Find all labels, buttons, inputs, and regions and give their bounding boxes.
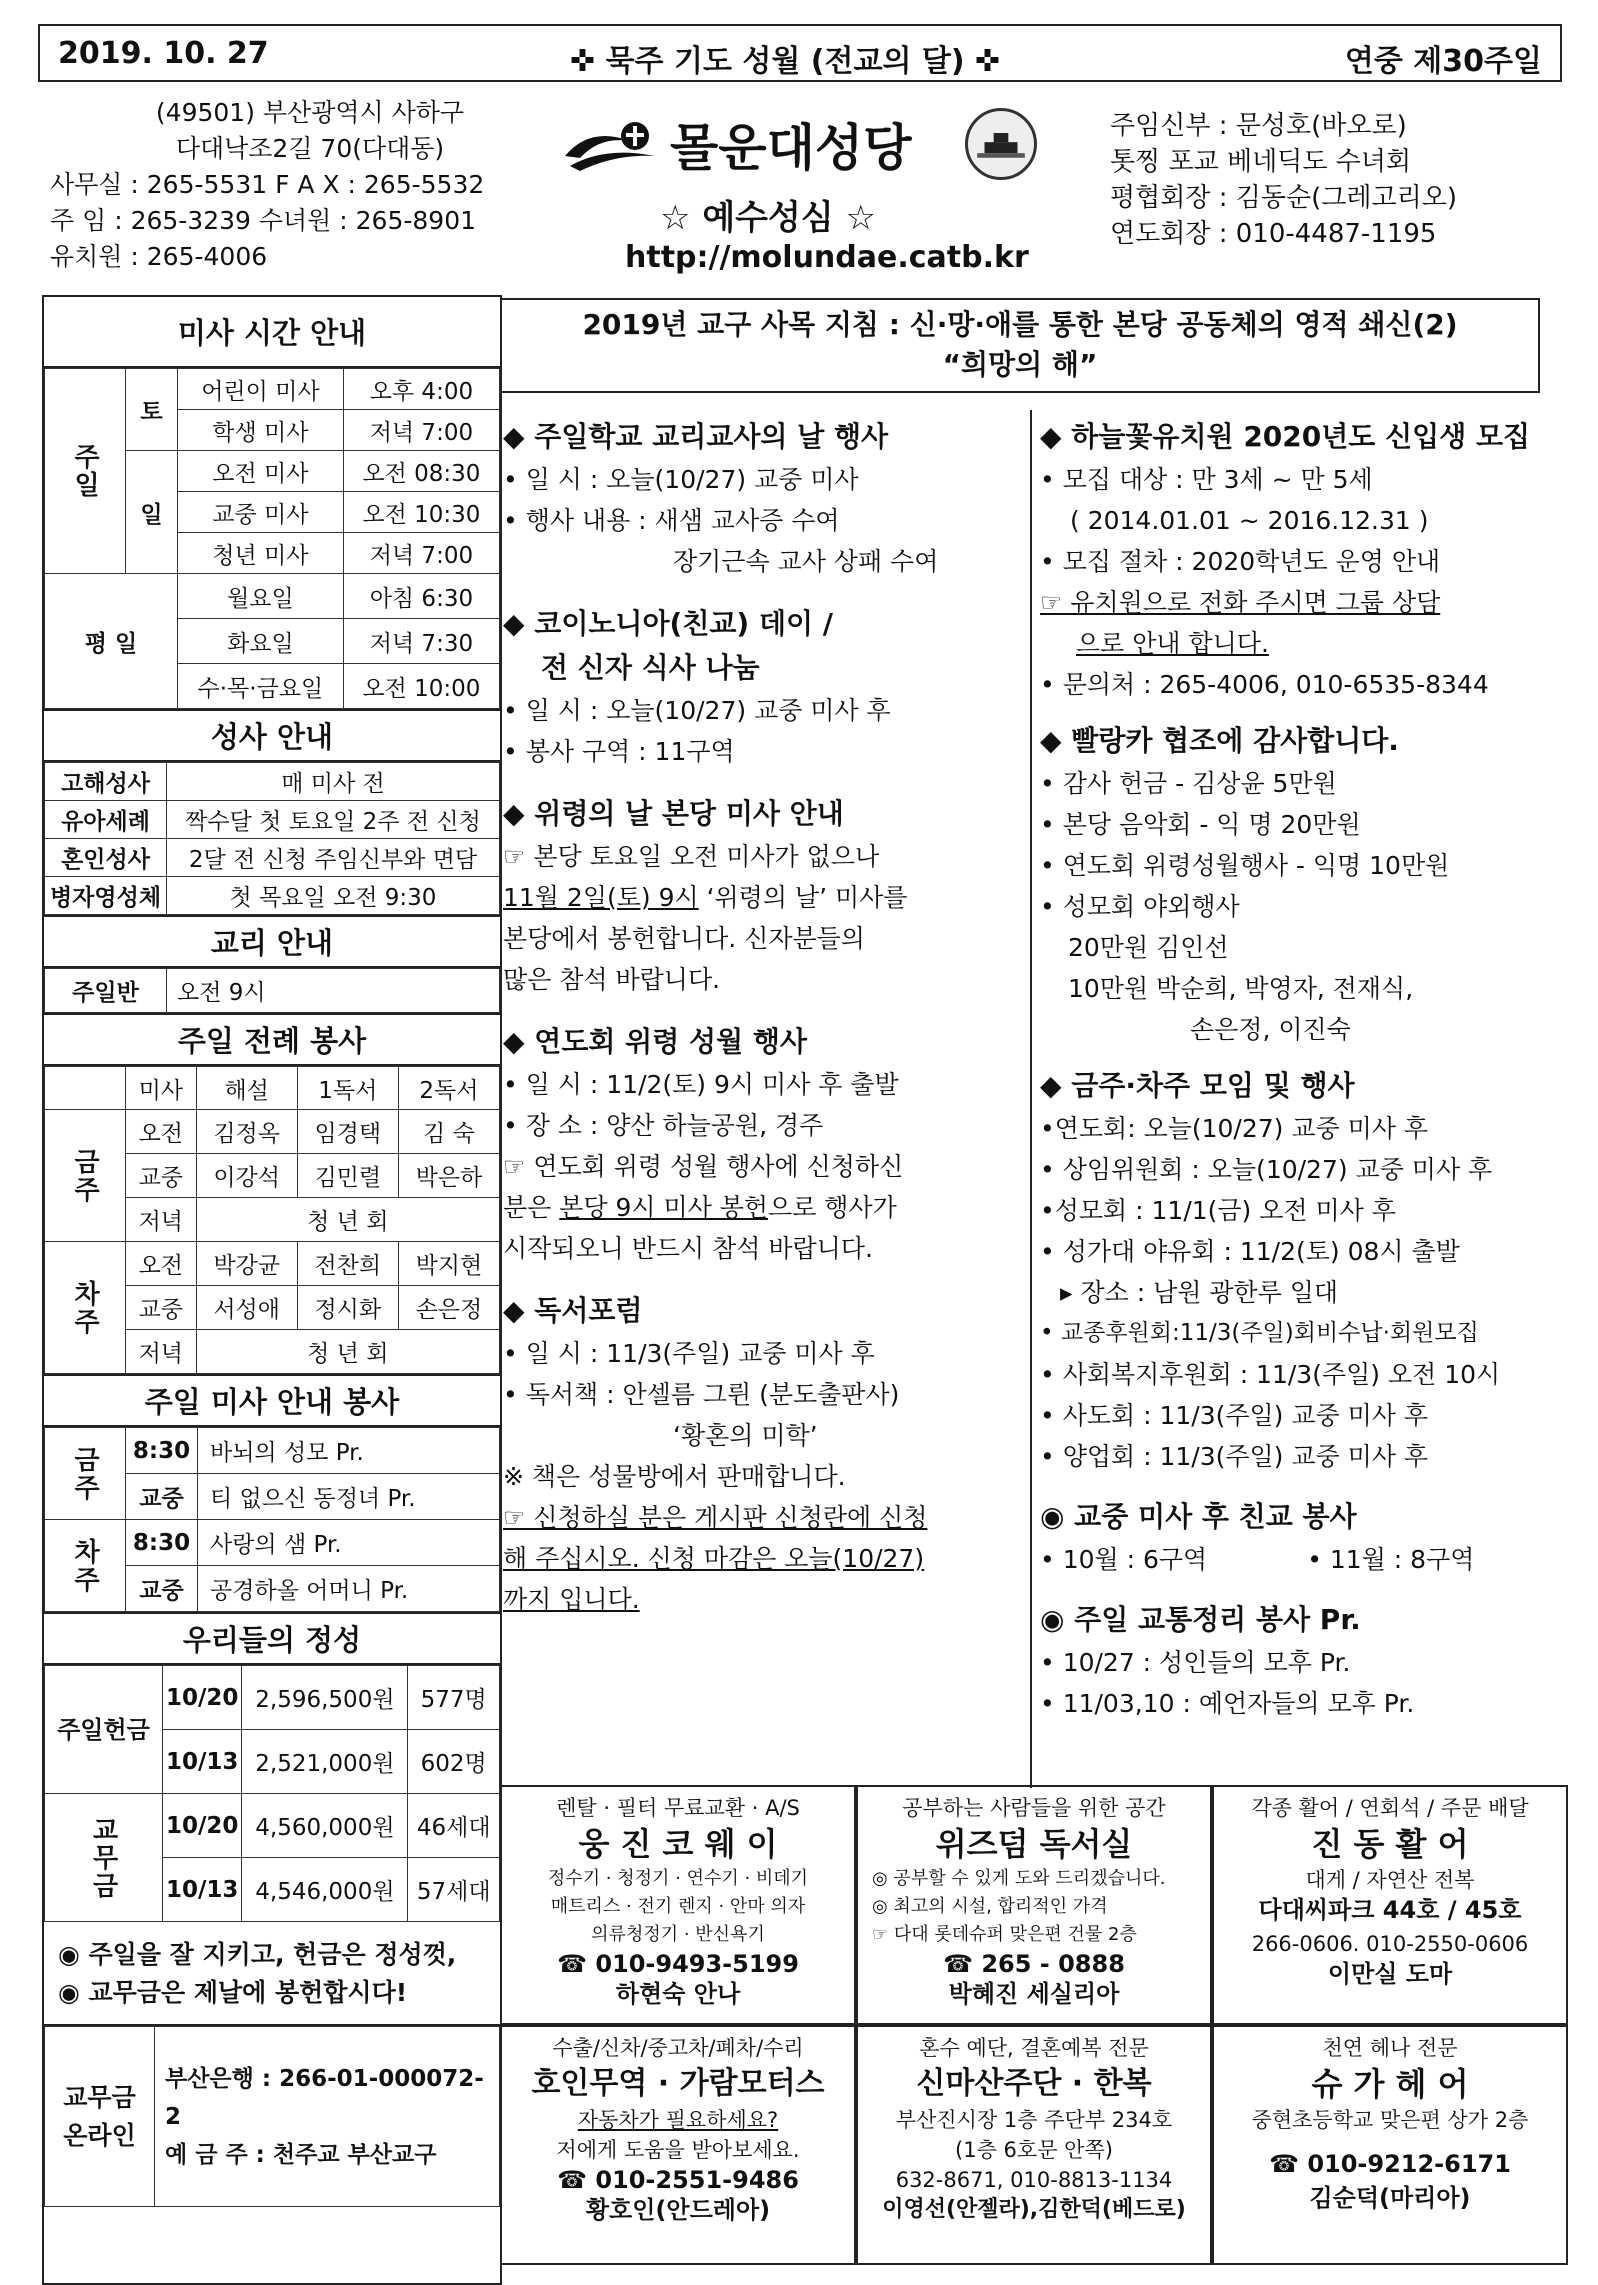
liturgy-cell: 정시화 — [297, 1286, 398, 1330]
parish-logo — [560, 100, 1040, 280]
ad-hoin — [500, 2025, 856, 2265]
sisters: 톳찡 포교 베네딕도 수녀회 — [1110, 147, 1412, 177]
guide-group: 티 없으신 동정녀 Pr. — [198, 1474, 500, 1520]
offering-count: 57세대 — [408, 1858, 500, 1922]
ad-phone: 266-0606. 010-2550-0606 — [1251, 1932, 1529, 1956]
yeondo-president: 연도회장 : 010-4487-1195 — [1110, 219, 1437, 249]
ad-tagline: 렌탈 · 필터 무료교환 · A/S — [556, 1796, 800, 1820]
ad-line: ☞ 다대 롯데슈퍼 맞은편 건물 2층 — [872, 1924, 1137, 1945]
ad-phone: ☎ 010-9493-5199 — [557, 1950, 799, 1978]
notice-text: • 10월 : 6구역 — [1040, 1545, 1208, 1574]
offering-amount: 4,546,000원 — [242, 1858, 408, 1922]
notice-underline: 본당 9시 미사 봉헌 — [559, 1193, 769, 1222]
notice-line: •성모회 : 11/1(금) 오전 미사 후 — [1040, 1196, 1396, 1225]
notice-line: ※ 책은 성물방에서 판매합니다. — [503, 1462, 846, 1491]
notice-line: • 모집 절차 : 2020학년도 운영 안내 — [1040, 547, 1441, 576]
ad-owner: 이만실 도마 — [1327, 1960, 1453, 1988]
mass-times-title: 미사 시간 안내 — [44, 297, 500, 368]
ad-name: 신마산주단 · 한복 — [916, 2066, 1152, 2101]
liturgy-cell: 김정옥 — [196, 1110, 297, 1154]
sacraments-title: 성사 안내 — [44, 709, 500, 762]
ship-emblem-icon — [965, 108, 1037, 180]
guide-group: 사랑의 샘 Pr. — [198, 1520, 500, 1566]
parish-motto: ☆ 예수성심 ☆ — [660, 198, 877, 238]
sacraments-table — [44, 762, 500, 915]
ad-line: 자동차가 필요하세요? — [577, 2108, 779, 2132]
sacrament-name: 병자영성체 — [45, 877, 167, 915]
offering-amount: 2,521,000원 — [242, 1730, 408, 1794]
office-phone: 사무실 : 265-5531 F A X : 265-5532 — [50, 170, 485, 199]
offering-count: 577명 — [408, 1666, 500, 1730]
traffic-title: ◉ 주일 교통정리 봉사 Pr. — [1040, 1603, 1361, 1636]
mass-time: 오전 10:30 — [343, 492, 499, 533]
notice-line — [503, 1187, 1030, 1228]
notice-line: 많은 참석 바랍니다. — [503, 965, 721, 994]
notice-line: • 10/27 : 성인들의 모후 Pr. — [1040, 1648, 1351, 1677]
liturgy-header: 해설 — [196, 1067, 297, 1110]
notice-line: • 일 시 : 오늘(10/27) 교중 미사 — [503, 465, 859, 494]
notice-text: ‘위령의 날’ 미사를 — [698, 883, 908, 912]
next-week-label: 차주 — [45, 1520, 126, 1612]
notice-line: • 본당 음악회 - 익 명 20만원 — [1040, 810, 1361, 839]
notice-line — [503, 877, 1030, 918]
sunday-offering-label: 주일헌금 — [45, 1666, 163, 1794]
liturgy-header: 미사 — [126, 1067, 197, 1110]
ad-phone: ☎ 265 - 0888 — [943, 1950, 1125, 1978]
notice-text: 분은 — [503, 1193, 560, 1222]
header-bar — [38, 24, 1562, 82]
notice-text: • 11월 : 8구역 — [1307, 1545, 1475, 1574]
notice-underline: 11월 2일(토) 9시 — [503, 883, 699, 912]
ad-phone: 632-8671, 010-8813-1134 — [895, 2168, 1173, 2192]
sacrament-value: 짝수달 첫 토요일 2주 전 신청 — [167, 801, 500, 839]
notice-line: • 양업회 : 11/3(주일) 교중 미사 후 — [1040, 1442, 1428, 1471]
parish-emblem-icon — [560, 116, 660, 176]
guide-mass: 교중 — [126, 1566, 198, 1612]
offering-date: 10/13 — [163, 1730, 242, 1794]
sacrament-name: 유아세례 — [45, 801, 167, 839]
account-holder: 예 금 주 : 천주교 부산교구 — [165, 2141, 437, 2168]
liturgy-cell: 박강균 — [196, 1242, 297, 1286]
mass-name: 화요일 — [178, 619, 344, 664]
notice-line: ☞ 연도회 위령 성월 행사에 신청하신 — [503, 1152, 904, 1181]
next-week-label: 차주 — [45, 1242, 126, 1374]
ad-name: 호인무역 · 가람모터스 — [531, 2066, 825, 2101]
catechism-table — [44, 968, 500, 1013]
ad-tagline: 천연 헤나 전문 — [1322, 2036, 1458, 2060]
notice-line: ☞ 본당 토요일 오전 미사가 없으나 — [503, 842, 880, 871]
mass-time: 저녁 7:00 — [343, 410, 499, 451]
koinonia-subtitle: 전 신자 식사 나눔 — [541, 651, 760, 684]
liturgy-header: 2독서 — [398, 1067, 499, 1110]
notice-line: ☞ 유치원으로 전화 주시면 그룹 상담 — [1040, 588, 1441, 617]
notice-line: • 사회복지후원회 : 11/3(주일) 오전 10시 — [1040, 1360, 1501, 1389]
sunday-day-label: 일 — [126, 451, 178, 574]
ad-sugar-hair — [1212, 2025, 1568, 2265]
ad-tagline: 각종 활어 / 연회석 / 주문 배달 — [1251, 1796, 1529, 1820]
liturgy-cell: 교중 — [126, 1286, 197, 1330]
notice-line: •연도회: 오늘(10/27) 교중 미사 후 — [1040, 1114, 1429, 1143]
notice-line: ( 2014.01.01 ~ 2016.12.31 ) — [1070, 506, 1429, 535]
mass-time: 저녁 7:30 — [343, 619, 499, 664]
mass-name: 청년 미사 — [178, 533, 344, 574]
guide-mass: 8:30 — [126, 1520, 198, 1566]
mass-name: 오전 미사 — [178, 451, 344, 492]
liturgy-cell: 청 년 회 — [196, 1330, 499, 1374]
liturgy-header: 1독서 — [297, 1067, 398, 1110]
ad-name: 슈 가 헤 어 — [1311, 2065, 1469, 2103]
address-line2: 다대낙조2길 70(다대동) — [175, 134, 445, 163]
teacher-day-title: ◆ 주일학교 교리교사의 날 행사 — [503, 420, 889, 453]
advertisements — [500, 1785, 1568, 2265]
pastoral-motto-line2: “희망의 해” — [942, 348, 1098, 381]
reading-forum-title: ◆ 독서포럼 — [503, 1294, 643, 1327]
middle-column — [503, 415, 1030, 1620]
guide-group: 바뇌의 성모 Pr. — [198, 1428, 500, 1474]
column-divider — [1030, 410, 1032, 1788]
sacrament-value: 첫 목요일 오전 9:30 — [167, 877, 500, 915]
offering-date: 10/13 — [163, 1858, 242, 1922]
rectory-phone: 주 임 : 265-3239 수녀원 : 265-8901 — [50, 206, 476, 235]
ad-line: 의류청정기 · 반신욕기 — [591, 1924, 765, 1945]
yeondo-event-title: ◆ 연도회 위령 성월 행사 — [503, 1025, 807, 1058]
offering-amount: 4,560,000원 — [242, 1794, 408, 1858]
diocese-dues-label: 교무금 — [45, 1794, 163, 1922]
ad-name: 웅 진 코 웨 이 — [578, 1825, 778, 1863]
offering-count: 46세대 — [408, 1794, 500, 1858]
guide-mass: 8:30 — [126, 1428, 198, 1474]
offering-note: ◉ 주일을 잘 지키고, 헌금은 정성껏, — [58, 1940, 457, 1969]
mass-time: 저녁 7:00 — [343, 533, 499, 574]
notice-line: • 모집 대상 : 만 3세 ~ 만 5세 — [1040, 465, 1373, 494]
offering-amount: 2,596,500원 — [242, 1666, 408, 1730]
liturgy-cell: 손은정 — [398, 1286, 499, 1330]
offering-notes — [44, 1922, 500, 2026]
ad-owner: 김순덕(마리아) — [1309, 2184, 1471, 2212]
notice-line: 20만원 김인선 — [1068, 933, 1229, 962]
ad-owner: 박혜진 세실리아 — [948, 1980, 1120, 2008]
address-line1: (49501) 부산광역시 사하구 — [155, 98, 465, 127]
mass-name: 수·목·금요일 — [178, 664, 344, 709]
liturgy-cell: 김민렬 — [297, 1154, 398, 1198]
notice-line: 시작되오니 반드시 참석 바랍니다. — [503, 1234, 873, 1263]
ad-jindong — [1212, 1785, 1568, 2025]
this-week-label: 금주 — [45, 1110, 126, 1242]
liturgy-cell: 김 숙 — [398, 1110, 499, 1154]
offerings-table — [44, 1665, 500, 1922]
address-block — [50, 95, 570, 275]
notice-line: • 장 소 : 양산 하늘공원, 경주 — [503, 1111, 824, 1140]
notice-line: 본당에서 봉헌합니다. 신자분들의 — [503, 924, 865, 953]
notice-line: 으로 안내 합니다. — [1076, 629, 1269, 658]
liturgy-cell: 저녁 — [126, 1198, 197, 1242]
ad-wisdom — [856, 1785, 1212, 2025]
guide-mass: 교중 — [126, 1474, 198, 1520]
ad-line: 정수기 · 청정기 · 연수기 · 비데기 — [547, 1868, 809, 1889]
mass-guide-table — [44, 1427, 500, 1612]
notice-line: ▸ 장소 : 남원 광한루 일대 — [1060, 1278, 1339, 1307]
mass-name: 학생 미사 — [178, 410, 344, 451]
ad-line: ◎ 공부할 수 있게 도와 드리겠습니다. — [872, 1868, 1166, 1889]
ad-line: 저에게 도움을 받아보세요. — [556, 2138, 800, 2162]
online-table — [44, 2026, 500, 2207]
mass-time: 오전 10:00 — [343, 664, 499, 709]
bulletin-date: 2019. 10. 27 — [58, 36, 269, 71]
ad-owner: 이영선(안젤라),김한덕(베드로) — [882, 2197, 1186, 2222]
notice-line — [1040, 1539, 1570, 1580]
ad-sinmasan — [856, 2025, 1212, 2265]
notice-line: • 봉사 구역 : 11구역 — [503, 737, 735, 766]
notice-line: ☞ 신청하실 분은 게시판 신청란에 신청 — [503, 1503, 928, 1532]
sacrament-value: 매 미사 전 — [167, 763, 500, 801]
notice-line: • 감사 헌금 - 김상윤 5만원 — [1040, 769, 1337, 798]
mass-guide-title: 주일 미사 안내 봉사 — [44, 1374, 500, 1427]
fellowship-title: ◉ 교중 미사 후 친교 봉사 — [1040, 1500, 1357, 1533]
mass-time: 오전 08:30 — [343, 451, 499, 492]
notice-line: • 상임위원회 : 오늘(10/27) 교중 미사 후 — [1040, 1155, 1493, 1184]
kindergarten-phone: 유치원 : 265-4006 — [50, 242, 268, 271]
parish-name: 몰운대성당 — [670, 119, 912, 177]
sacrament-name: 고해성사 — [45, 763, 167, 801]
liturgy-cell: 오전 — [126, 1242, 197, 1286]
liturgical-week: 연중 제30주일 — [1344, 44, 1542, 79]
parish-url[interactable]: http://molundae.catb.kr — [625, 240, 1029, 275]
notice-line: 까지 입니다. — [503, 1585, 640, 1614]
liturgy-cell: 청 년 회 — [196, 1198, 499, 1242]
liturgy-cell: 전찬희 — [297, 1242, 398, 1286]
mass-name: 교중 미사 — [178, 492, 344, 533]
offering-date: 10/20 — [163, 1794, 242, 1858]
pastoral-motto-line1: 2019년 교구 사목 지침 : 신·망·애를 통한 본당 공동체의 영적 쇄신(2) — [582, 308, 1458, 341]
catechism-title: 교리 안내 — [44, 915, 500, 968]
council-president: 평협회장 : 김동순(그레고리오) — [1110, 183, 1457, 213]
liturgy-cell: 임경택 — [297, 1110, 398, 1154]
notice-line: • 일 시 : 11/2(토) 9시 미사 후 출발 — [503, 1070, 899, 1099]
bank-account: 부산은행 : 266-01-000072-2 — [165, 2065, 484, 2130]
ad-coway — [500, 1785, 856, 2025]
mass-times-table — [44, 368, 500, 709]
notice-line: 해 주십시오. 신청 마감은 오늘(10/27) — [503, 1544, 925, 1573]
ad-owner: 황호인(안드레아) — [585, 2196, 771, 2224]
ad-line: 중현초등학교 맞은편 상가 2층 — [1251, 2108, 1529, 2132]
sacrament-value: 2달 전 신청 주임신부와 면담 — [167, 839, 500, 877]
liturgy-title: 주일 전례 봉사 — [44, 1013, 500, 1066]
mass-time: 아침 6:30 — [343, 574, 499, 619]
month-theme: ✜ 묵주 기도 성월 (전교의 달) ✜ — [570, 44, 1001, 79]
guide-group: 공경하올 어머니 Pr. — [198, 1566, 500, 1612]
notice-line: • 독서책 : 안셀름 그륀 (분도출판사) — [503, 1380, 900, 1409]
offerings-title: 우리들의 정성 — [44, 1612, 500, 1665]
notice-line: • 11/03,10 : 예언자들의 모후 Pr. — [1040, 1689, 1415, 1718]
ad-phone: ☎ 010-9212-6171 — [1269, 2150, 1511, 2178]
liturgy-cell: 저녁 — [126, 1330, 197, 1374]
right-column — [1040, 415, 1570, 1724]
kindergarten-title: ◆ 하늘꽃유치원 2020년도 신입생 모집 — [1040, 420, 1531, 453]
mass-time: 오후 4:00 — [343, 369, 499, 410]
liturgy-cell: 교중 — [126, 1154, 197, 1198]
notice-line: ‘황혼의 미학’ — [673, 1421, 818, 1450]
ad-line: 매트리스 · 전기 렌지 · 안마 의자 — [550, 1896, 806, 1917]
staff-block — [1110, 108, 1580, 252]
pastoral-motto — [500, 298, 1540, 393]
notice-line: • 일 시 : 오늘(10/27) 교중 미사 후 — [503, 696, 891, 725]
notice-line: 장기근속 교사 상패 수여 — [673, 547, 939, 576]
ad-line: 부산진시장 1층 주단부 234호 — [895, 2108, 1173, 2132]
notice-line: 10만원 박순희, 박영자, 전재식, — [1068, 974, 1414, 1003]
online-label: 교무금 온라인 — [45, 2027, 155, 2207]
liturgy-cell: 이강석 — [196, 1154, 297, 1198]
offering-note: ◉ 교무금은 제날에 봉헌합시다! — [58, 1978, 408, 2007]
notice-line: • 일 시 : 11/3(주일) 교중 미사 후 — [503, 1339, 875, 1368]
catechism-name: 주일반 — [45, 969, 167, 1013]
palanca-title: ◆ 빨랑카 협조에 감사합니다. — [1040, 724, 1399, 757]
mass-name: 어린이 미사 — [178, 369, 344, 410]
left-column — [42, 295, 502, 2285]
ad-tagline: 혼수 예단, 결혼예복 전문 — [919, 2036, 1149, 2060]
saturday-label: 토 — [126, 369, 178, 451]
koinonia-title: ◆ 코이노니아(친교) 데이 / — [503, 607, 834, 640]
ad-tagline: 수출/신차/중고차/폐차/수리 — [552, 2036, 804, 2060]
mass-name: 월요일 — [178, 574, 344, 619]
offering-count: 602명 — [408, 1730, 500, 1794]
liturgy-cell: 박지현 — [398, 1242, 499, 1286]
weekday-label: 평 일 — [45, 574, 178, 709]
notice-line: • 사도회 : 11/3(주일) 교중 미사 후 — [1040, 1401, 1428, 1430]
all-souls-title: ◆ 위령의 날 본당 미사 안내 — [503, 797, 844, 830]
ad-name: 위즈덤 독서실 — [935, 1825, 1133, 1863]
notice-line: • 성가대 야유회 : 11/2(토) 08시 출발 — [1040, 1237, 1460, 1266]
ad-line: 다대씨파크 44호 / 45호 — [1258, 1896, 1522, 1924]
catechism-value: 오전 9시 — [167, 969, 500, 1013]
sunday-label: 주일 — [45, 369, 126, 574]
notice-text: 으로 행사가 — [768, 1193, 897, 1222]
pastor: 주임신부 : 문성호(바오로) — [1110, 111, 1407, 141]
notice-line: • 행사 내용 : 새샘 교사증 수여 — [503, 506, 840, 535]
liturgy-cell: 서성애 — [196, 1286, 297, 1330]
offering-date: 10/20 — [163, 1666, 242, 1730]
this-week-label: 금주 — [45, 1428, 126, 1520]
liturgy-cell: 오전 — [126, 1110, 197, 1154]
meetings-title: ◆ 금주·차주 모임 및 행사 — [1040, 1069, 1355, 1102]
liturgy-cell: 박은하 — [398, 1154, 499, 1198]
notice-line: • 연도회 위령성월행사 - 익명 10만원 — [1040, 851, 1450, 880]
sacrament-name: 혼인성사 — [45, 839, 167, 877]
ad-line: (1층 6호문 안쪽) — [955, 2138, 1113, 2162]
ad-line: 대게 / 자연산 전복 — [1305, 1868, 1475, 1892]
notice-line: • 성모회 야외행사 — [1040, 892, 1240, 921]
notice-line: 손은정, 이진숙 — [1190, 1015, 1351, 1044]
ad-tagline: 공부하는 사람들을 위한 공간 — [902, 1796, 1166, 1820]
notice-line: • 교종후원회:11/3(주일)회비수납·회원모집 — [1040, 1320, 1479, 1346]
ad-line: ◎ 최고의 시설, 합리적인 가격 — [872, 1896, 1108, 1917]
notice-line: • 문의처 : 265-4006, 010-6535-8344 — [1040, 670, 1489, 699]
ad-phone: ☎ 010-2551-9486 — [557, 2166, 799, 2194]
liturgy-table — [44, 1066, 500, 1374]
ad-name: 진 동 활 어 — [1311, 1825, 1469, 1863]
ad-owner: 하현숙 안나 — [615, 1980, 741, 2008]
